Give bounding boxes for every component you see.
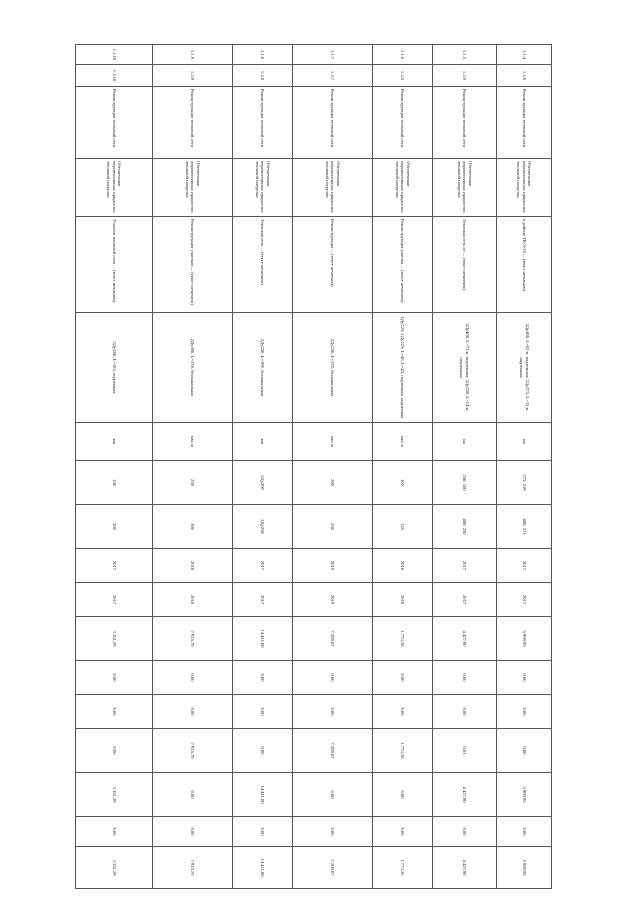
row-value-6: 3 351,29	[76, 847, 153, 889]
row-value-5: 0,00	[433, 817, 497, 847]
row-unit: мм; м	[153, 423, 233, 461]
row-value-2: 0,00	[76, 695, 153, 729]
row-total: 7 209,07	[293, 617, 373, 661]
row-params: 2Ду400, L=81 м, надземная; 2Ду273, L=31 м, надземная	[497, 313, 552, 423]
row-code: 1.3.8	[233, 65, 293, 87]
row-value-1: 0,00	[497, 661, 552, 695]
row-value-1: 0,00	[433, 661, 497, 695]
row-value-4: 0,00	[153, 773, 233, 817]
row-purpose: Обеспечение перспективных приростов тепловой нагрузки	[373, 159, 433, 217]
row-before: 273; 219	[497, 461, 552, 505]
row-value-6: 7 915,76	[153, 847, 233, 889]
row-value-4: 0,00	[293, 773, 373, 817]
row-value-3: 7 209,07	[293, 729, 373, 773]
investment-program-table	[75, 44, 552, 889]
row-params: 2Ду200, L=183, подземная	[76, 313, 153, 423]
row-number: 1.1.8	[233, 45, 293, 65]
row-code: 1.3.7	[293, 65, 373, 87]
row-purpose: Обеспечение перспективных приростов тепловой нагрузки	[76, 159, 153, 217]
row-start-year: 2018	[153, 549, 233, 583]
row-code: 1.3.6	[497, 65, 552, 87]
row-value-1: 0,00	[373, 661, 433, 695]
row-value-2: 0,00	[373, 695, 433, 729]
row-number: 1.1.7	[293, 45, 373, 65]
row-after: 2Ду250	[233, 505, 293, 549]
row-value-2: 0,00	[433, 695, 497, 729]
row-after: 125	[373, 505, 433, 549]
row-value-3: 0,00	[76, 729, 153, 773]
row-location: Реконструкция ... (текст нечитаем)	[293, 217, 373, 313]
row-purpose: Обеспечение перспективных приростов тепловой нагрузки	[233, 159, 293, 217]
row-value-4: 3 351,29	[76, 773, 153, 817]
row-location: в районе ТК-5-10 ... (текст нечитаем)	[497, 217, 552, 313]
row-number: 1.1.9	[153, 45, 233, 65]
row-params: 2Ду250, L=370, бесканальная	[293, 313, 373, 423]
row-location: Тепловая сеть от ... (текст нечитаем)	[433, 217, 497, 313]
row-name: Реконструкция тепловой сети	[233, 87, 293, 159]
row-purpose: Обеспечение перспективных приростов тепловой нагрузки	[433, 159, 497, 217]
table-row	[153, 45, 233, 889]
row-value-5: 0,00	[497, 817, 552, 847]
row-end-year: 2018	[373, 583, 433, 617]
row-code: 1.3.10	[76, 65, 153, 87]
row-unit: мм; м	[293, 423, 373, 461]
row-after: 250	[293, 505, 373, 549]
row-value-3: 0,00	[233, 729, 293, 773]
row-total: 1 773,36	[373, 617, 433, 661]
row-start-year: 2018	[373, 549, 433, 583]
row-value-6: 7 209,07	[293, 847, 373, 889]
row-params: 1Ду125, 1Ду125; L=45, L=45; подземная, подземная	[373, 313, 433, 423]
table-row	[433, 45, 497, 889]
row-start-year: 2017	[497, 549, 552, 583]
row-start-year: 2019	[293, 549, 373, 583]
row-value-3: 1 773,36	[373, 729, 433, 773]
row-value-5: 0,00	[293, 817, 373, 847]
row-params: 2Ду250, L=396, бесканальная	[233, 313, 293, 423]
row-value-2: 0,00	[233, 695, 293, 729]
row-after: 400; 273	[497, 505, 552, 549]
row-before: 250; 100	[433, 461, 497, 505]
table-row	[373, 45, 433, 889]
row-unit: мм	[76, 423, 153, 461]
row-purpose: Обеспечение перспективных приростов тепловой нагрузки	[293, 159, 373, 217]
row-name: Реконструкция тепловой сети	[293, 87, 373, 159]
row-value-1: 0,00	[76, 661, 153, 695]
row-code: 1.3.6	[433, 65, 497, 87]
row-name: Реконструкция тепловой сети	[497, 87, 552, 159]
row-start-year: 2017	[433, 549, 497, 583]
row-purpose: Обеспечение перспективных приростов тепловой нагрузки	[153, 159, 233, 217]
row-name: Реконструкция тепловой сети	[433, 87, 497, 159]
row-start-year: 2017	[76, 549, 153, 583]
row-value-4: 0,00	[373, 773, 433, 817]
row-code: 1.3.9	[153, 65, 233, 87]
row-before: 200	[293, 461, 373, 505]
row-value-2: 0,00	[497, 695, 552, 729]
row-end-year: 2017	[497, 583, 552, 617]
row-value-2: 0,00	[153, 695, 233, 729]
row-name: Реконструкция тепловой сети	[373, 87, 433, 159]
row-after: 400; 250	[433, 505, 497, 549]
row-value-6: 1 773,36	[373, 847, 433, 889]
row-location: Реконструкция участков ... (текст нечитаем)	[153, 217, 233, 313]
row-name: Реконструкция тепловой сети	[76, 87, 153, 159]
row-total: 14 411,00	[233, 617, 293, 661]
row-value-6: 4 427,90	[433, 847, 497, 889]
row-unit: км	[497, 423, 552, 461]
row-end-year: 2018	[153, 583, 233, 617]
row-location: Реконструкция участка ... (текст нечитаем)	[373, 217, 433, 313]
row-value-5: 0,00	[153, 817, 233, 847]
row-end-year: 2017	[76, 583, 153, 617]
row-value-6: 5 969,95	[497, 847, 552, 889]
row-purpose: Обеспечение перспективных приростов тепловой нагрузки	[497, 159, 552, 217]
row-value-5: 0,00	[233, 817, 293, 847]
row-value-5: 0,00	[76, 817, 153, 847]
row-number: 1.1.10	[76, 45, 153, 65]
row-location: Тепловая сеть ... (текст нечитаем)	[233, 217, 293, 313]
row-value-5: 0,00	[373, 817, 433, 847]
row-total: 5 969,95	[497, 617, 552, 661]
rotated-table-wrapper	[76, 44, 552, 877]
row-after: 300	[153, 505, 233, 549]
row-value-4: 5 969,95	[497, 773, 552, 817]
row-end-year: 2019	[293, 583, 373, 617]
row-value-4: 4 427,90	[433, 773, 497, 817]
row-number: 1.1.5	[433, 45, 497, 65]
row-value-6: 14 411,00	[233, 847, 293, 889]
row-value-1: 0,00	[153, 661, 233, 695]
row-value-1: 0,00	[233, 661, 293, 695]
row-before: 250	[153, 461, 233, 505]
table-row	[293, 45, 373, 889]
row-params: 2Ду300, L=378, бесканальная	[153, 313, 233, 423]
row-value-1: 0,00	[293, 661, 373, 695]
row-unit: мм	[233, 423, 293, 461]
row-total: 4 427,90	[433, 617, 497, 661]
row-value-3: 0,00	[497, 729, 552, 773]
row-after: 200	[76, 505, 153, 549]
row-name: Реконструкция тепловой сети	[153, 87, 233, 159]
row-number: 1.1.4	[497, 45, 552, 65]
row-total: 3 351,29	[76, 617, 153, 661]
row-total: 7 915,76	[153, 617, 233, 661]
table-row	[76, 45, 153, 889]
row-value-3: 0,01	[433, 729, 497, 773]
row-before: 150	[76, 461, 153, 505]
row-unit: мм; м	[373, 423, 433, 461]
table-row	[497, 45, 552, 889]
table-row	[233, 45, 293, 889]
row-unit: км	[433, 423, 497, 461]
row-end-year: 2017	[233, 583, 293, 617]
row-value-3: 7 915,76	[153, 729, 233, 773]
row-value-2: 0,00	[293, 695, 373, 729]
row-number: 1.1.6	[373, 45, 433, 65]
row-end-year: 2017	[433, 583, 497, 617]
row-before: 100	[373, 461, 433, 505]
row-location: Участок тепловой сети ... (текст нечитаем)	[76, 217, 153, 313]
row-start-year: 2017	[233, 549, 293, 583]
row-params: 2Ду400, L=71 м, подземная; 2Ду250, L=14 м, подземная	[433, 313, 497, 423]
row-before: 2Ду200	[233, 461, 293, 505]
row-value-4: 14 411,00	[233, 773, 293, 817]
row-code: 1.3.6	[373, 65, 433, 87]
